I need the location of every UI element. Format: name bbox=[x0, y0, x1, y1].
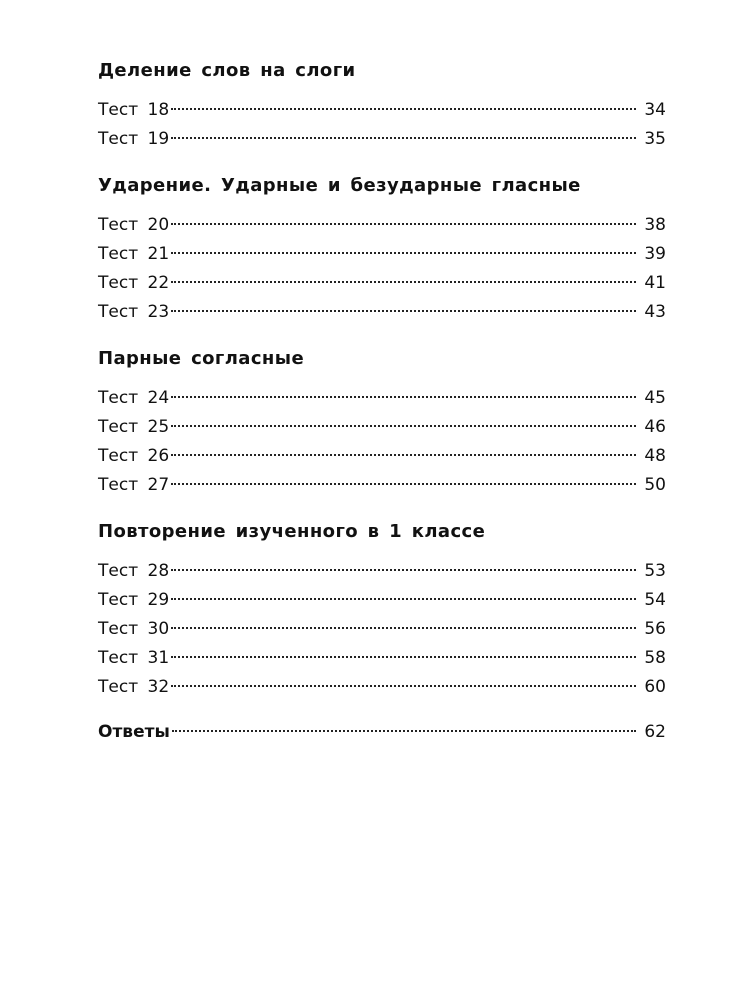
entry-label: Тест 32 bbox=[98, 677, 170, 697]
entry-label: Тест 18 bbox=[98, 100, 170, 120]
toc-section bbox=[98, 521, 666, 702]
entry-page-number: 54 bbox=[644, 590, 666, 610]
entry-page-number: 60 bbox=[644, 677, 666, 697]
dot-leader bbox=[171, 281, 636, 283]
toc-entry[interactable] bbox=[98, 125, 666, 154]
entry-label: Тест 25 bbox=[98, 417, 170, 437]
toc-section bbox=[98, 175, 666, 327]
dot-leader bbox=[171, 454, 636, 456]
entry-label: Тест 30 bbox=[98, 619, 170, 639]
entry-page-number: 45 bbox=[644, 388, 666, 408]
toc-entry[interactable] bbox=[98, 413, 666, 442]
toc-section bbox=[98, 60, 666, 154]
entry-page-number: 56 bbox=[644, 619, 666, 639]
toc-entry[interactable] bbox=[98, 240, 666, 269]
dot-leader bbox=[171, 137, 636, 139]
section-heading: Ударение. Ударные и безударные гласные bbox=[98, 175, 581, 196]
entry-label: Тест 28 bbox=[98, 561, 170, 581]
toc-entry[interactable] bbox=[98, 96, 666, 125]
dot-leader bbox=[171, 108, 636, 110]
entry-label: Тест 27 bbox=[98, 475, 170, 495]
entry-page-number: 58 bbox=[644, 648, 666, 668]
dot-leader bbox=[171, 627, 636, 629]
toc-entry-answers[interactable] bbox=[98, 718, 666, 747]
entry-page-number: 48 bbox=[644, 446, 666, 466]
section-heading: Деление слов на слоги bbox=[98, 60, 356, 81]
dot-leader bbox=[171, 483, 636, 485]
entry-label: Тест 22 bbox=[98, 273, 170, 293]
entry-page-number: 38 bbox=[644, 215, 666, 235]
dot-leader bbox=[171, 310, 636, 312]
entry-page-number: 50 bbox=[644, 475, 666, 495]
answers-label: Ответы bbox=[98, 722, 170, 742]
entry-page-number: 39 bbox=[644, 244, 666, 264]
toc-entry[interactable] bbox=[98, 211, 666, 240]
toc-entry[interactable] bbox=[98, 442, 666, 471]
entry-label: Тест 26 bbox=[98, 446, 170, 466]
dot-leader bbox=[171, 223, 636, 225]
entry-label: Тест 24 bbox=[98, 388, 170, 408]
dot-leader bbox=[171, 685, 636, 687]
toc-entry[interactable] bbox=[98, 586, 666, 615]
toc-entry[interactable] bbox=[98, 644, 666, 673]
dot-leader bbox=[171, 425, 636, 427]
entry-label: Тест 29 bbox=[98, 590, 170, 610]
entry-label: Тест 20 bbox=[98, 215, 170, 235]
entry-page-number: 34 bbox=[644, 100, 666, 120]
entry-page-number: 53 bbox=[644, 561, 666, 581]
entry-page-number: 35 bbox=[644, 129, 666, 149]
section-heading: Повторение изученного в 1 классе bbox=[98, 521, 486, 542]
section-heading: Парные согласные bbox=[98, 348, 305, 369]
toc-entry[interactable] bbox=[98, 673, 666, 702]
dot-leader bbox=[171, 252, 636, 254]
toc-entry[interactable] bbox=[98, 269, 666, 298]
toc-entry[interactable] bbox=[98, 615, 666, 644]
entry-page-number: 46 bbox=[644, 417, 666, 437]
dot-leader bbox=[171, 396, 636, 398]
dot-leader bbox=[172, 730, 636, 732]
toc-answers bbox=[98, 718, 666, 747]
toc-entry[interactable] bbox=[98, 471, 666, 500]
toc-section bbox=[98, 348, 666, 500]
toc-entry[interactable] bbox=[98, 298, 666, 327]
dot-leader bbox=[171, 569, 636, 571]
entry-label: Тест 21 bbox=[98, 244, 170, 264]
answers-page-number: 62 bbox=[644, 722, 666, 742]
toc-entry[interactable] bbox=[98, 384, 666, 413]
entry-label: Тест 31 bbox=[98, 648, 170, 668]
entry-label: Тест 23 bbox=[98, 302, 170, 322]
entry-label: Тест 19 bbox=[98, 129, 170, 149]
toc-entry[interactable] bbox=[98, 557, 666, 586]
entry-page-number: 41 bbox=[644, 273, 666, 293]
dot-leader bbox=[171, 598, 636, 600]
entry-page-number: 43 bbox=[644, 302, 666, 322]
dot-leader bbox=[171, 656, 636, 658]
